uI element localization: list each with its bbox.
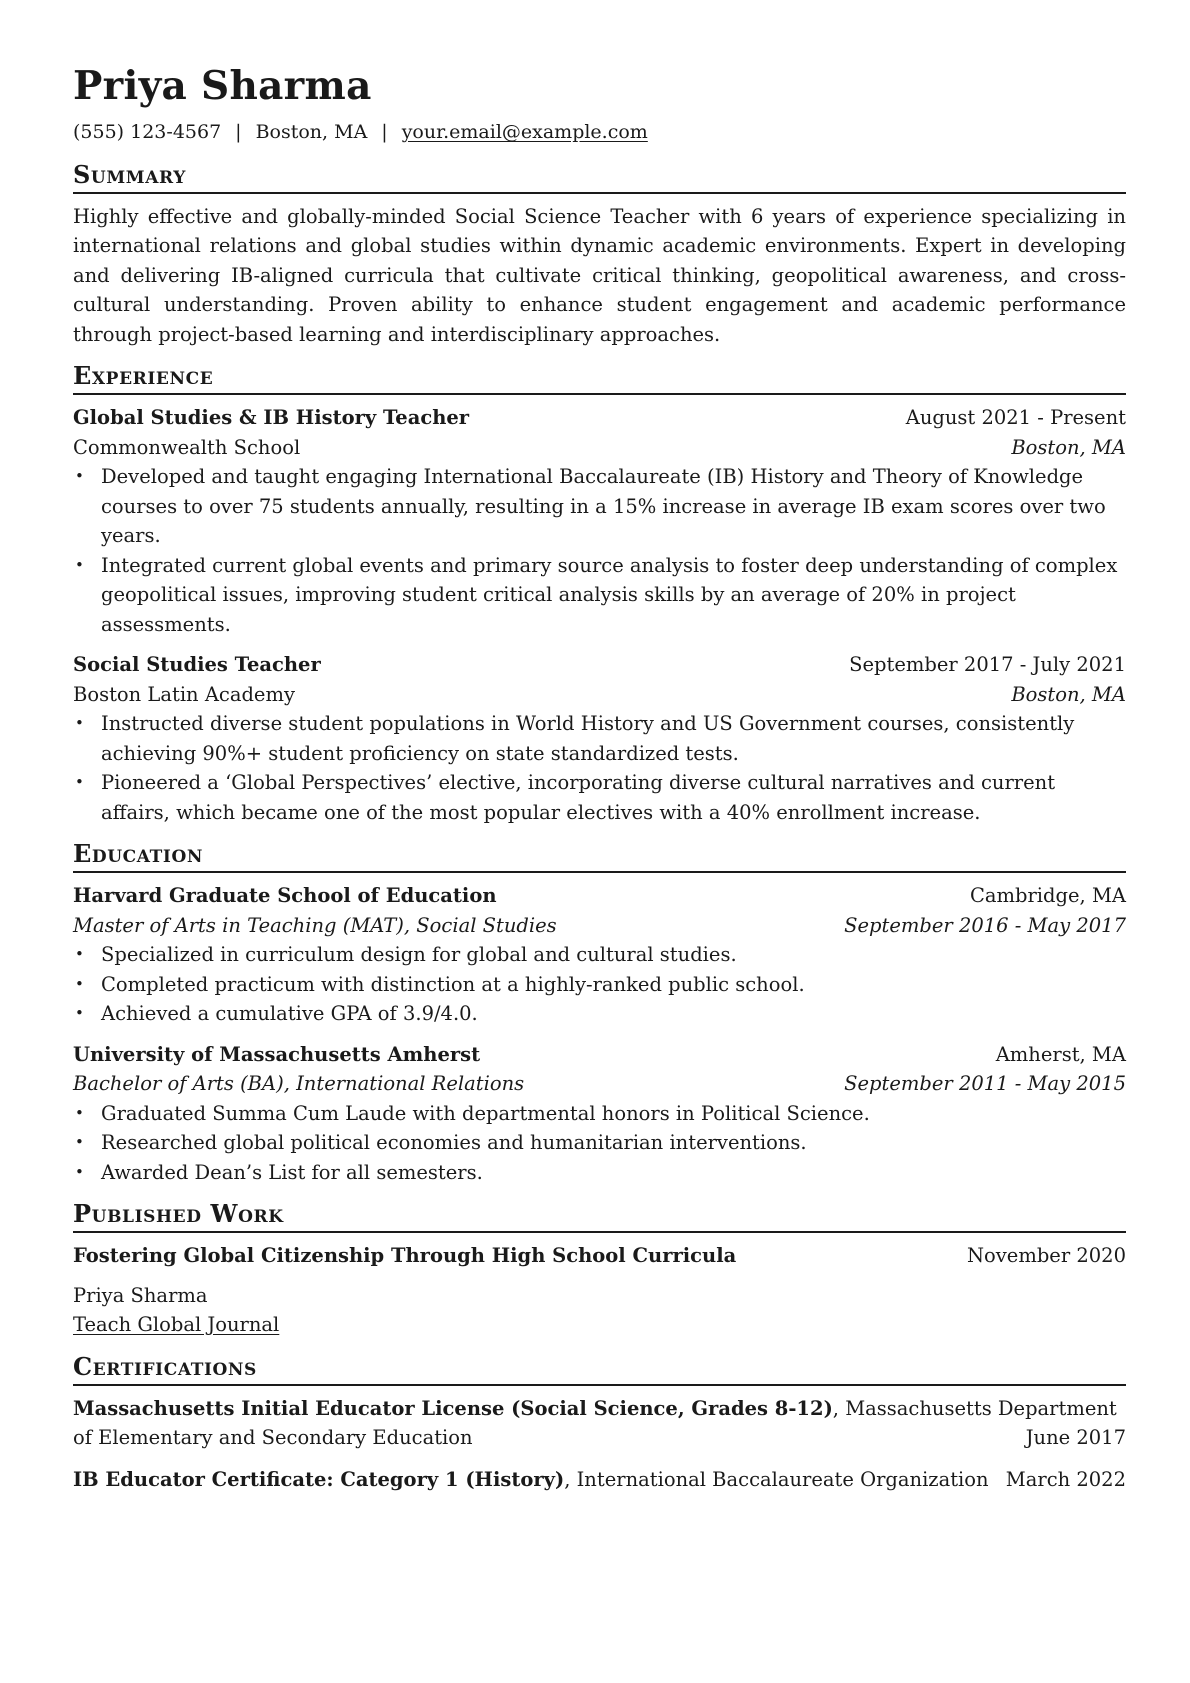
contact-line bbox=[73, 118, 1126, 148]
certification-item: IB Educator Certificate: Category 1 (History), International Baccalaureate Organization March 2022 bbox=[73, 1465, 1126, 1495]
job-entry bbox=[73, 403, 1126, 639]
bullet-item: • Completed practicum with distinction at a highly-ranked public school. bbox=[101, 970, 1126, 1000]
job-dates: September 2017 - July 2021 bbox=[849, 653, 1126, 676]
publication-author: Priya Sharma bbox=[73, 1283, 208, 1307]
job-bullets bbox=[73, 709, 1126, 827]
phone: (555) 123-4567 bbox=[73, 121, 222, 143]
job-title: Global Studies & IB History Teacher bbox=[73, 406, 470, 429]
separator: | bbox=[381, 121, 388, 143]
degree: Master of Arts in Teaching (MAT), Social Studies bbox=[73, 913, 557, 937]
certification-item: Massachusetts Initial Educator License (Social Science, Grades 8-12), Massachusetts Department of Elementary and Secondary Education June 2017 bbox=[73, 1394, 1126, 1453]
resume-content bbox=[73, 60, 1126, 1506]
job-entry bbox=[73, 650, 1126, 827]
school-location: Cambridge, MA bbox=[969, 884, 1126, 907]
education-bullets bbox=[73, 940, 1126, 1029]
bullet-item: • Integrated current global events and primary source analysis to foster deep understanding of complex geopolitical issues, improving student critical analysis skills by an average of 20% in project assessments. bbox=[101, 551, 1126, 640]
certification-issuer: Massachusetts Department of Elementary and Secondary Education bbox=[73, 1396, 1117, 1449]
section-title-education: Education bbox=[73, 839, 1126, 873]
education-entry bbox=[73, 881, 1126, 1029]
certification-date: March 2022 bbox=[1005, 1467, 1126, 1491]
section-title-certifications: Certifications bbox=[73, 1352, 1126, 1386]
school-name: Harvard Graduate School of Education bbox=[73, 884, 497, 907]
job-dates: August 2021 - Present bbox=[905, 406, 1126, 429]
certification-date: June 2017 bbox=[1025, 1426, 1126, 1449]
publication-venue-link[interactable]: Teach Global Journal bbox=[73, 1313, 280, 1336]
education-dates: September 2011 - May 2015 bbox=[844, 1072, 1126, 1095]
school-name: University of Massachusetts Amherst bbox=[73, 1042, 481, 1066]
certification-issuer: International Baccalaureate Organization bbox=[576, 1467, 989, 1491]
school-location: Amherst, MA bbox=[995, 1042, 1126, 1066]
job-bullets bbox=[73, 462, 1126, 639]
certification-name: Massachusetts Initial Educator License (Social Science, Grades 8-12) bbox=[73, 1396, 833, 1420]
job-location: Boston, MA bbox=[1011, 435, 1126, 459]
bullet-item: • Graduated Summa Cum Laude with departmental honors in Political Science. bbox=[101, 1099, 1126, 1129]
section-title-summary: Summary bbox=[73, 160, 1126, 194]
summary-text: Highly effective and globally-minded Social Science Teacher with 6 years of experience specializing in international relations and global studies within dynamic academic environments. Expert in developing and delivering IB-aligned curricula that cultivate critical thinking, geopolitical awareness, and cross-cultural understanding. Proven ability to enhance student engagement and academic performance through project-based learning and interdisciplinary approaches. bbox=[73, 204, 1126, 346]
separator: | bbox=[235, 121, 242, 143]
email-link[interactable]: your.email@example.com bbox=[401, 121, 648, 143]
job-title: Social Studies Teacher bbox=[73, 653, 321, 676]
education-dates: September 2016 - May 2017 bbox=[844, 913, 1126, 937]
location: Boston, MA bbox=[255, 121, 368, 143]
section-title-experience: Experience bbox=[73, 361, 1126, 395]
publication-title: Fostering Global Citizenship Through High School Curricula bbox=[73, 1244, 737, 1267]
candidate-name: Priya Sharma bbox=[73, 63, 372, 109]
section-title-published: Published Work bbox=[73, 1199, 1126, 1233]
education-entry bbox=[73, 1040, 1126, 1188]
degree: Bachelor of Arts (BA), International Relations bbox=[73, 1072, 525, 1095]
job-organization: Commonwealth School bbox=[73, 435, 301, 459]
education-section bbox=[73, 839, 1126, 1187]
bullet-item: • Achieved a cumulative GPA of 3.9/4.0. bbox=[101, 999, 1126, 1029]
experience-section bbox=[73, 361, 1126, 827]
certifications-section bbox=[73, 1352, 1126, 1495]
bullet-item: • Researched global political economies and humanitarian interventions. bbox=[101, 1128, 1126, 1158]
summary-section bbox=[73, 160, 1126, 350]
certification-name: IB Educator Certificate: Category 1 (History) bbox=[73, 1467, 565, 1491]
bullet-item: • Developed and taught engaging International Baccalaureate (IB) History and Theory of Knowledge courses to over 75 students annually, resulting in a 15% increase in average IB exam scores over two years. bbox=[101, 462, 1126, 551]
education-bullets bbox=[73, 1099, 1126, 1188]
bullet-item: • Instructed diverse student populations in World History and US Government courses, consistently achieving 90%+ student proficiency on state standardized tests. bbox=[101, 709, 1126, 768]
publication-date: November 2020 bbox=[966, 1244, 1126, 1267]
job-organization: Boston Latin Academy bbox=[73, 682, 295, 706]
bullet-item: • Specialized in curriculum design for global and cultural studies. bbox=[101, 940, 1126, 970]
bullet-item: • Pioneered a ‘Global Perspectives’ elective, incorporating diverse cultural narratives and current affairs, which became one of the most popular electives with a 40% enrollment increase. bbox=[101, 768, 1126, 827]
job-location: Boston, MA bbox=[1011, 682, 1126, 706]
bullet-item: • Awarded Dean’s List for all semesters. bbox=[101, 1158, 1126, 1188]
published-section bbox=[73, 1199, 1126, 1340]
